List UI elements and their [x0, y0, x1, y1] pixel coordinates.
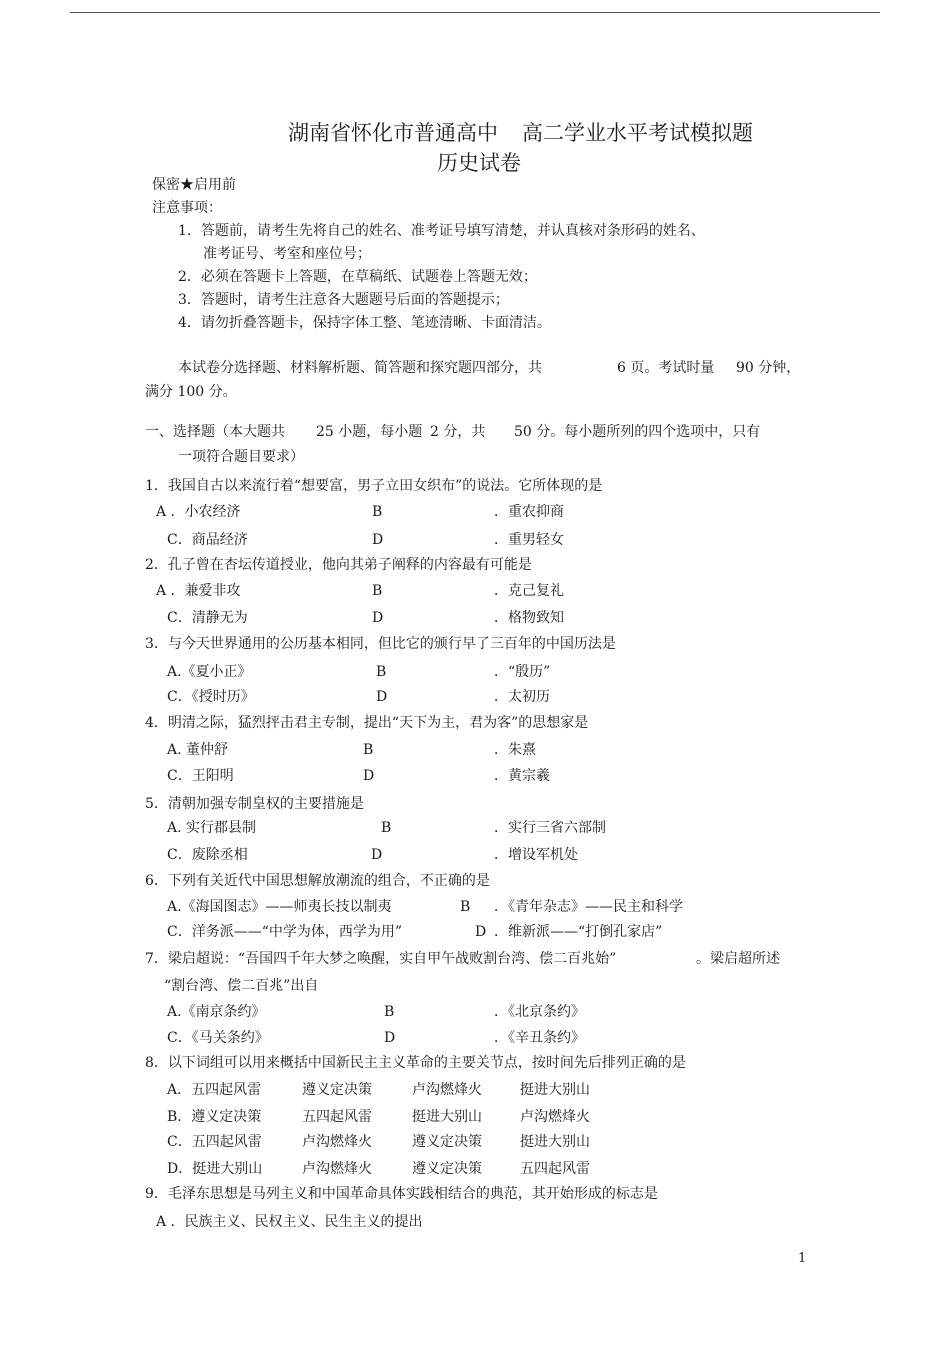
option-letter: D [363, 768, 375, 784]
option-letter: D [475, 924, 487, 940]
option-letter: D [372, 610, 384, 626]
option-text: 卢沟燃烽火 [302, 1134, 372, 1150]
header-rule [70, 12, 880, 13]
intro-text: 90 分钟， [736, 360, 801, 376]
option-letter: D [372, 532, 384, 548]
option-text: 卢沟燃烽火 [302, 1161, 372, 1177]
secret-label: 保密★启用前 [152, 177, 236, 193]
note-item: 3．答题时，请考生注意各大题题号后面的答题提示； [178, 292, 509, 308]
section-heading: 一项符合题目要求） [178, 449, 304, 465]
question-stem: 7．梁启超说：“吾国四千年大梦之唤醒，实自甲午战败割台湾、偿二百兆始” [145, 951, 617, 967]
question-stem: 。梁启超所述 [696, 951, 780, 967]
option-text: A ．民族主义、民权主义、民生主义的提出 [156, 1214, 423, 1230]
option-text: ．“殷历” [494, 664, 551, 680]
option-text: A．五四起风雷 [167, 1082, 262, 1098]
question-stem: “割台湾、偿二百兆”出自 [164, 978, 319, 994]
option-text: A ．小农经济 [156, 504, 241, 520]
subtitle: 历史试卷 [437, 151, 521, 175]
option-text: C．《马关条约》 [167, 1030, 269, 1046]
option-text: 挺进大别山 [520, 1134, 590, 1150]
question-stem: 3．与今天世界通用的公历基本相同，但比它的颁行早了三百年的中国历法是 [145, 636, 616, 652]
option-text: ．《辛丑条约》 [494, 1030, 585, 1046]
option-letter: B [376, 664, 387, 680]
title-part1: 湖南省怀化市普通高中 [288, 121, 498, 145]
option-letter: D [376, 689, 388, 705]
question-stem: 9．毛泽东思想是马列主义和中国革命具体实践相结合的典范，其开始形成的标志是 [145, 1186, 658, 1202]
option-text: ．《青年杂志》——民主和科学 [494, 899, 683, 915]
note-item: 准考证号、考室和座位号； [203, 246, 371, 262]
option-text: C．王阳明 [167, 768, 234, 784]
option-text: ．实行三省六部制 [494, 820, 606, 836]
question-stem: 8．以下词组可以用来概括中国新民主主义革命的主要关节点，按时间先后排列正确的是 [145, 1055, 686, 1071]
option-text: C．《授时历》 [167, 689, 255, 705]
intro-text: 满分 100 分。 [145, 384, 237, 400]
option-text: ．重农抑商 [494, 504, 564, 520]
option-letter: D [384, 1030, 396, 1046]
page-number: 1 [798, 1251, 807, 1266]
option-text: 遵义定决策 [412, 1134, 482, 1150]
option-text: 遵义定决策 [302, 1082, 372, 1098]
option-text: ．太初历 [494, 689, 550, 705]
option-text: C．洋务派——“中学为体，西学为用” [167, 924, 403, 940]
section-heading: 50 分。每小题所列的四个选项中，只有 [514, 424, 761, 440]
intro-text: 6 页。考试时量 [617, 360, 715, 376]
title-part2: 高二学业水平考试模拟题 [522, 121, 753, 145]
note-item: 2．必须在答题卡上答题，在草稿纸、试题卷上答题无效； [178, 269, 537, 285]
notes-heading: 注意事项： [152, 200, 222, 216]
option-text: 挺进大别山 [412, 1109, 482, 1125]
option-letter: B [384, 1004, 395, 1020]
option-text: ．黄宗羲 [494, 768, 550, 784]
option-text: A. 实行郡县制 [167, 820, 257, 836]
option-text: C．商品经济 [167, 532, 248, 548]
question-stem: 2．孔子曾在杏坛传道授业，他向其弟子阐释的内容最有可能是 [145, 557, 532, 573]
option-letter: D [371, 847, 383, 863]
option-text: ．《北京条约》 [494, 1004, 585, 1020]
option-letter: B [372, 583, 383, 599]
note-item: 1．答题前，请考生先将自己的姓名、准考证号填写清楚，并认真核对条形码的姓名、 [178, 223, 705, 239]
option-text: ．克己复礼 [494, 583, 564, 599]
option-text: 挺进大别山 [520, 1082, 590, 1098]
option-text: C．废除丞相 [167, 847, 248, 863]
option-text: ．维新派——“打倒孔家店” [494, 924, 663, 940]
option-text: A.《南京条约》 [167, 1004, 266, 1020]
question-stem: 5．清朝加强专制皇权的主要措施是 [145, 796, 364, 812]
question-stem: 4．明清之际，猛烈抨击君主专制，提出“天下为主，君为客”的思想家是 [145, 715, 589, 731]
option-text: 卢沟燃烽火 [412, 1082, 482, 1098]
intro-text: 本试卷分选择题、材料解析题、简答题和探究题四部分，共 [178, 360, 542, 376]
option-text: A.《夏小正》 [167, 664, 252, 680]
option-text: ．格物致知 [494, 610, 564, 626]
option-text: D．挺进大别山 [167, 1161, 263, 1177]
option-text: C．清静无为 [167, 610, 248, 626]
section-heading: 2 分，共 [430, 424, 486, 440]
note-item: 4．请勿折叠答题卡，保持字体工整、笔迹清晰、卡面清洁。 [178, 315, 551, 331]
option-text: B．遵义定决策 [167, 1109, 262, 1125]
option-text: A.《海国图志》——师夷长技以制夷 [167, 899, 392, 915]
option-letter: B [372, 504, 383, 520]
option-text: ．朱熹 [494, 742, 536, 758]
section-heading: 25 小题，每小题 [316, 424, 423, 440]
option-text: A ．兼爱非攻 [156, 583, 241, 599]
option-text: 五四起风雷 [302, 1109, 372, 1125]
option-text: ．增设军机处 [494, 847, 578, 863]
option-text: ．重男轻女 [494, 532, 564, 548]
question-stem: 1．我国自古以来流行着“想要富，男子立田女织布”的说法。它所体现的是 [145, 478, 603, 494]
option-letter: B [363, 742, 374, 758]
option-letter: B [381, 820, 392, 836]
option-text: 五四起风雷 [520, 1161, 590, 1177]
option-letter: B [460, 899, 471, 915]
question-stem: 6．下列有关近代中国思想解放潮流的组合，不正确的是 [145, 873, 490, 889]
option-text: 遵义定决策 [412, 1161, 482, 1177]
section-heading: 一、选择题（本大题共 [145, 424, 285, 440]
option-text: A. 董仲舒 [167, 742, 229, 758]
option-text: 卢沟燃烽火 [520, 1109, 590, 1125]
option-text: C．五四起风雷 [167, 1134, 262, 1150]
